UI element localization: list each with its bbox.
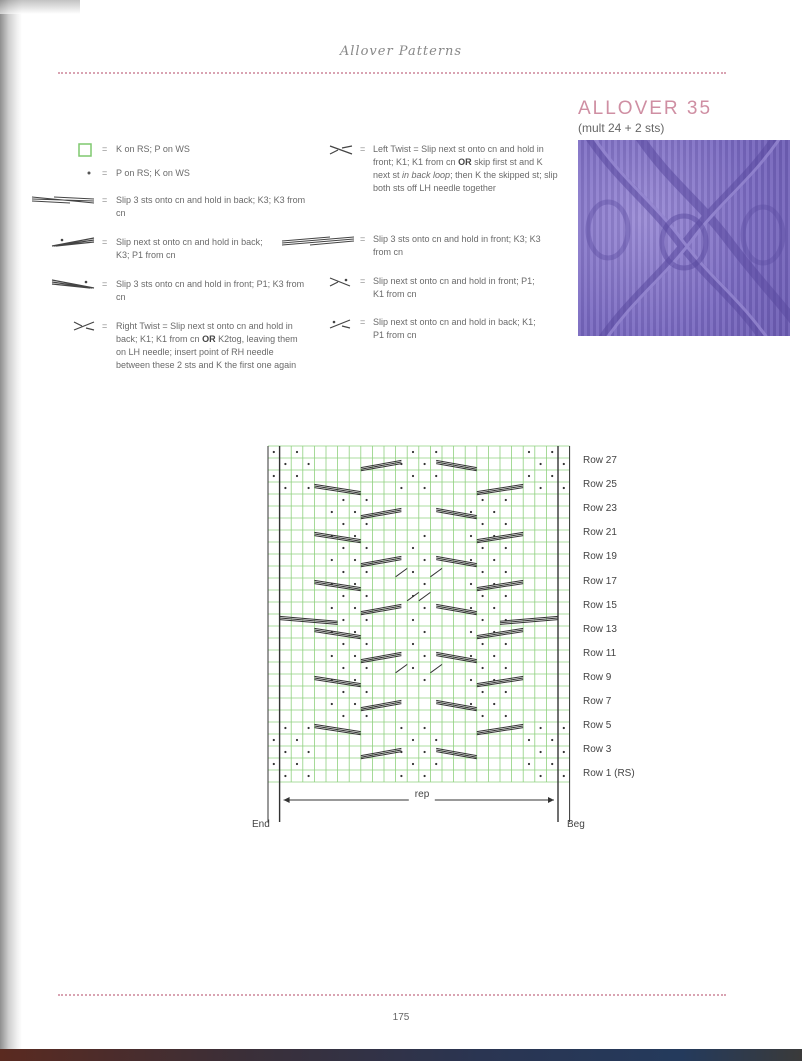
purl-dot bbox=[296, 739, 298, 741]
purl-dot bbox=[331, 655, 333, 657]
purl-dot bbox=[470, 655, 472, 657]
purl-dot bbox=[424, 463, 426, 465]
row-label: Row 7 bbox=[583, 696, 612, 707]
rep-arrow-right-head bbox=[548, 797, 554, 803]
purl-dot bbox=[308, 751, 310, 753]
purl-dot bbox=[470, 607, 472, 609]
legend-knit-text: K on RS; P on WS bbox=[116, 144, 190, 154]
purl-dot bbox=[563, 775, 565, 777]
right-twist-or: OR bbox=[202, 334, 216, 344]
left-twist-instruction: Slip next st onto cn and hold in front; K1; K1 from cn bbox=[373, 144, 544, 167]
purl-dot bbox=[424, 583, 426, 585]
row-label: Row 15 bbox=[583, 599, 617, 611]
pattern-title: ALLOVER 35 bbox=[578, 98, 713, 119]
purl-dot bbox=[284, 487, 286, 489]
purl-dot bbox=[273, 763, 275, 765]
purl-dot bbox=[342, 571, 344, 573]
cable-3-1-left-purl-icon bbox=[50, 278, 96, 290]
cross-1-1-right-purl-icon bbox=[328, 318, 352, 330]
row-label: Row 23 bbox=[583, 503, 617, 515]
purl-dot bbox=[412, 763, 414, 765]
purl-dot bbox=[284, 463, 286, 465]
legend-left-twist-text: Left Twist = Slip next st onto cn and hold in front; K1; K1 from cn OR skip first st and K next st in back loop; then K the skipped st; slip both sts off LH needle together bbox=[373, 144, 558, 193]
purl-dot bbox=[354, 559, 356, 561]
right-twist-instruction: Slip next st onto cn and hold in back; K1; K1 from cn bbox=[116, 321, 293, 344]
purl-dot bbox=[493, 559, 495, 561]
purl-dot bbox=[482, 715, 484, 717]
purl-dot bbox=[482, 691, 484, 693]
purl-dot bbox=[540, 487, 542, 489]
cable-3-3-right-icon bbox=[30, 195, 96, 205]
purl-dot bbox=[505, 715, 507, 717]
purl-dot bbox=[400, 775, 402, 777]
purl-dot bbox=[331, 607, 333, 609]
purl-dot bbox=[528, 739, 530, 741]
purl-dot bbox=[435, 475, 437, 477]
purl-dot bbox=[342, 523, 344, 525]
scan-bottom-edge bbox=[0, 1049, 802, 1061]
purl-dot bbox=[470, 631, 472, 633]
running-title: Allover Patterns bbox=[339, 44, 463, 59]
purl-dot bbox=[470, 559, 472, 561]
purl-dot bbox=[424, 607, 426, 609]
purl-dot bbox=[551, 451, 553, 453]
purl-dot bbox=[354, 655, 356, 657]
chart-grid bbox=[262, 442, 582, 822]
left-twist-label: Left Twist bbox=[373, 144, 411, 154]
purl-dot bbox=[482, 523, 484, 525]
purl-dot bbox=[482, 619, 484, 621]
purl-dot bbox=[366, 571, 368, 573]
purl-dot bbox=[493, 607, 495, 609]
purl-dot bbox=[482, 643, 484, 645]
purl-dot bbox=[366, 715, 368, 717]
purl-dot bbox=[482, 571, 484, 573]
purl-dot bbox=[308, 775, 310, 777]
purl-dot bbox=[354, 679, 356, 681]
purl-dot bbox=[342, 643, 344, 645]
purl-dot bbox=[424, 751, 426, 753]
row-label: Row 27 bbox=[583, 455, 617, 466]
header-divider bbox=[58, 72, 726, 74]
page-corner-shadow bbox=[0, 0, 80, 14]
knitted-swatch-photo bbox=[578, 140, 790, 336]
purl-dot bbox=[342, 715, 344, 717]
right-twist-alternate: K2tog, leaving them on LH needle; insert point of RH needle between these 2 sts and K the first one again bbox=[116, 334, 298, 370]
purl-dot bbox=[342, 499, 344, 501]
row-label: Row 1 (RS) bbox=[583, 768, 635, 780]
purl-dot bbox=[540, 727, 542, 729]
purl-dot bbox=[354, 511, 356, 513]
purl-dot bbox=[424, 655, 426, 657]
legend-purl-text: P on RS; K on WS bbox=[116, 168, 190, 178]
purl-dot bbox=[424, 559, 426, 561]
left-twist-alt-a: skip first st and K next st bbox=[373, 157, 543, 180]
pattern-multiple: (mult 24 + 2 sts) bbox=[578, 121, 665, 135]
row-label: Row 17 bbox=[583, 575, 617, 587]
purl-dot bbox=[331, 703, 333, 705]
purl-dot bbox=[412, 475, 414, 477]
purl-dot bbox=[296, 763, 298, 765]
row-label: Row 19 bbox=[583, 551, 617, 563]
purl-dot bbox=[528, 451, 530, 453]
purl-dot bbox=[366, 691, 368, 693]
purl-dot bbox=[551, 475, 553, 477]
purl-dot bbox=[540, 463, 542, 465]
purl-dot bbox=[563, 463, 565, 465]
legend-cable-3-1-left-text: Slip 3 sts onto cn and hold in front; P1; K3 from cn bbox=[116, 279, 305, 302]
purl-dot bbox=[400, 487, 402, 489]
purl-dot bbox=[435, 451, 437, 453]
right-twist-label: Right Twist bbox=[116, 321, 160, 331]
purl-dot bbox=[505, 499, 507, 501]
purl-dot-icon bbox=[86, 170, 92, 176]
purl-dot bbox=[563, 487, 565, 489]
purl-dot bbox=[470, 703, 472, 705]
purl-dot bbox=[296, 451, 298, 453]
purl-dot bbox=[273, 451, 275, 453]
purl-dot bbox=[284, 751, 286, 753]
purl-dot bbox=[482, 595, 484, 597]
purl-dot bbox=[342, 691, 344, 693]
purl-dot bbox=[505, 643, 507, 645]
purl-dot bbox=[342, 547, 344, 549]
purl-dot bbox=[505, 667, 507, 669]
left-twist-or: OR bbox=[458, 157, 472, 167]
purl-dot bbox=[470, 511, 472, 513]
purl-dot bbox=[354, 607, 356, 609]
purl-dot bbox=[493, 511, 495, 513]
purl-dot bbox=[400, 727, 402, 729]
left-twist-icon bbox=[328, 144, 354, 156]
left-twist-alt-italic: in back loop bbox=[402, 170, 451, 180]
purl-dot bbox=[482, 547, 484, 549]
purl-dot bbox=[424, 487, 426, 489]
purl-dot bbox=[470, 679, 472, 681]
purl-dot bbox=[354, 631, 356, 633]
purl-dot bbox=[412, 547, 414, 549]
footer-divider bbox=[58, 994, 726, 996]
purl-dot bbox=[366, 667, 368, 669]
purl-dot bbox=[470, 583, 472, 585]
purl-dot bbox=[366, 523, 368, 525]
purl-dot bbox=[412, 571, 414, 573]
purl-dot bbox=[284, 727, 286, 729]
row-label: Row 13 bbox=[583, 623, 617, 635]
cable-3-1-right-purl-icon bbox=[50, 236, 96, 248]
purl-dot bbox=[273, 739, 275, 741]
purl-dot bbox=[540, 751, 542, 753]
right-twist-icon bbox=[72, 320, 96, 332]
purl-dot bbox=[308, 727, 310, 729]
purl-dot bbox=[435, 739, 437, 741]
purl-dot bbox=[412, 643, 414, 645]
purl-dot bbox=[540, 775, 542, 777]
legend-right: = Left Twist = Slip next st onto cn and hold in front; K1; K1 from cn OR skip first st and K next st in back loop; then K the skipped st; slip both sts off LH needle together = Slip 3 sts onto cn and hold in front; K3; K3 from cn = Slip next st onto cn and hold in front; P1; K1 from cn = Slip next st onto cn and hold in back; K1; P1 from cn bbox=[270, 140, 570, 360]
purl-dot bbox=[331, 511, 333, 513]
row-label: Row 9 bbox=[583, 671, 612, 683]
purl-dot bbox=[424, 631, 426, 633]
legend-cable-3-1-right-text: Slip next st onto cn and hold in back; K3; P1 from cn bbox=[116, 237, 263, 260]
rep-label: rep bbox=[414, 789, 430, 800]
row-label: Row 5 bbox=[583, 720, 612, 732]
purl-dot bbox=[505, 691, 507, 693]
left-twist-alt-b: ; then K the skipped st; slip both sts off LH needle together bbox=[373, 170, 558, 193]
legend-right-twist-text: Right Twist = Slip next st onto cn and hold in back; K1; K1 from cn OR K2tog, leaving them on LH needle; insert point of RH needle between these 2 sts and K the first one again bbox=[116, 321, 298, 370]
purl-dot bbox=[366, 619, 368, 621]
purl-dot bbox=[505, 547, 507, 549]
purl-dot bbox=[528, 763, 530, 765]
swatch-cable-texture bbox=[578, 140, 790, 336]
purl-dot bbox=[342, 667, 344, 669]
purl-dot bbox=[505, 523, 507, 525]
legend-left: = K on RS; P on WS = P on RS; K on WS = Slip 3 sts onto cn and hold in back; K3; K3 from cn = Slip next st onto cn and hold in back; K3; P1 from cn = Slip 3 sts onto cn and hold in front; P1; K3 from cn = Right Twist = Slip next st onto cn and hold in back; K1; K1 from cn OR K2tog, leaving them on LH needle; insert point of RH needle between these 2 sts and K the first one again bbox=[0, 140, 320, 400]
purl-dot bbox=[482, 499, 484, 501]
legend-cable-3-3-left-text: Slip 3 sts onto cn and hold in front; K3; K3 from cn bbox=[373, 234, 541, 257]
row-label: Row 21 bbox=[583, 527, 617, 539]
chart-beg-label: Beg bbox=[567, 819, 585, 830]
legend-cross-right-purl-text: Slip next st onto cn and hold in back; K1; P1 from cn bbox=[373, 317, 536, 340]
purl-dot bbox=[366, 595, 368, 597]
row-label: Row 3 bbox=[583, 744, 612, 756]
chart-end-label: End bbox=[252, 819, 270, 830]
purl-dot bbox=[366, 499, 368, 501]
purl-dot bbox=[563, 751, 565, 753]
purl-dot bbox=[505, 595, 507, 597]
purl-dot bbox=[284, 775, 286, 777]
purl-dot bbox=[412, 451, 414, 453]
purl-dot bbox=[551, 763, 553, 765]
purl-dot bbox=[342, 595, 344, 597]
purl-dot bbox=[470, 535, 472, 537]
row-label: Row 25 bbox=[583, 479, 617, 491]
purl-dot bbox=[412, 619, 414, 621]
purl-dot bbox=[412, 739, 414, 741]
cable-3-3-left-icon bbox=[280, 235, 356, 247]
purl-dot bbox=[354, 583, 356, 585]
purl-dot bbox=[331, 559, 333, 561]
purl-dot bbox=[366, 547, 368, 549]
purl-dot bbox=[435, 763, 437, 765]
purl-dot bbox=[354, 703, 356, 705]
page-number: 175 bbox=[392, 1012, 410, 1023]
purl-dot bbox=[308, 487, 310, 489]
purl-dot bbox=[505, 571, 507, 573]
row-label: Row 11 bbox=[583, 647, 617, 659]
legend-cross-left-purl-text: Slip next st onto cn and hold in front; P1; K1 from cn bbox=[373, 276, 535, 299]
purl-dot bbox=[424, 775, 426, 777]
purl-dot bbox=[493, 655, 495, 657]
cross-1-1-left-purl-icon bbox=[328, 276, 352, 288]
purl-dot bbox=[308, 463, 310, 465]
purl-dot bbox=[424, 535, 426, 537]
purl-dot bbox=[342, 619, 344, 621]
purl-dot bbox=[551, 739, 553, 741]
purl-dot bbox=[354, 535, 356, 537]
purl-dot bbox=[493, 703, 495, 705]
knit-square-icon bbox=[78, 143, 92, 157]
purl-dot bbox=[482, 667, 484, 669]
purl-dot bbox=[366, 643, 368, 645]
purl-dot bbox=[424, 727, 426, 729]
rep-arrow-left-head bbox=[284, 797, 290, 803]
purl-dot bbox=[412, 667, 414, 669]
purl-dot bbox=[563, 727, 565, 729]
purl-dot bbox=[528, 475, 530, 477]
purl-dot bbox=[296, 475, 298, 477]
purl-dot bbox=[273, 475, 275, 477]
purl-dot bbox=[424, 679, 426, 681]
legend-cable-3-3-right-text: Slip 3 sts onto cn and hold in back; K3; K3 from cn bbox=[116, 195, 306, 218]
knitting-chart bbox=[262, 442, 582, 827]
